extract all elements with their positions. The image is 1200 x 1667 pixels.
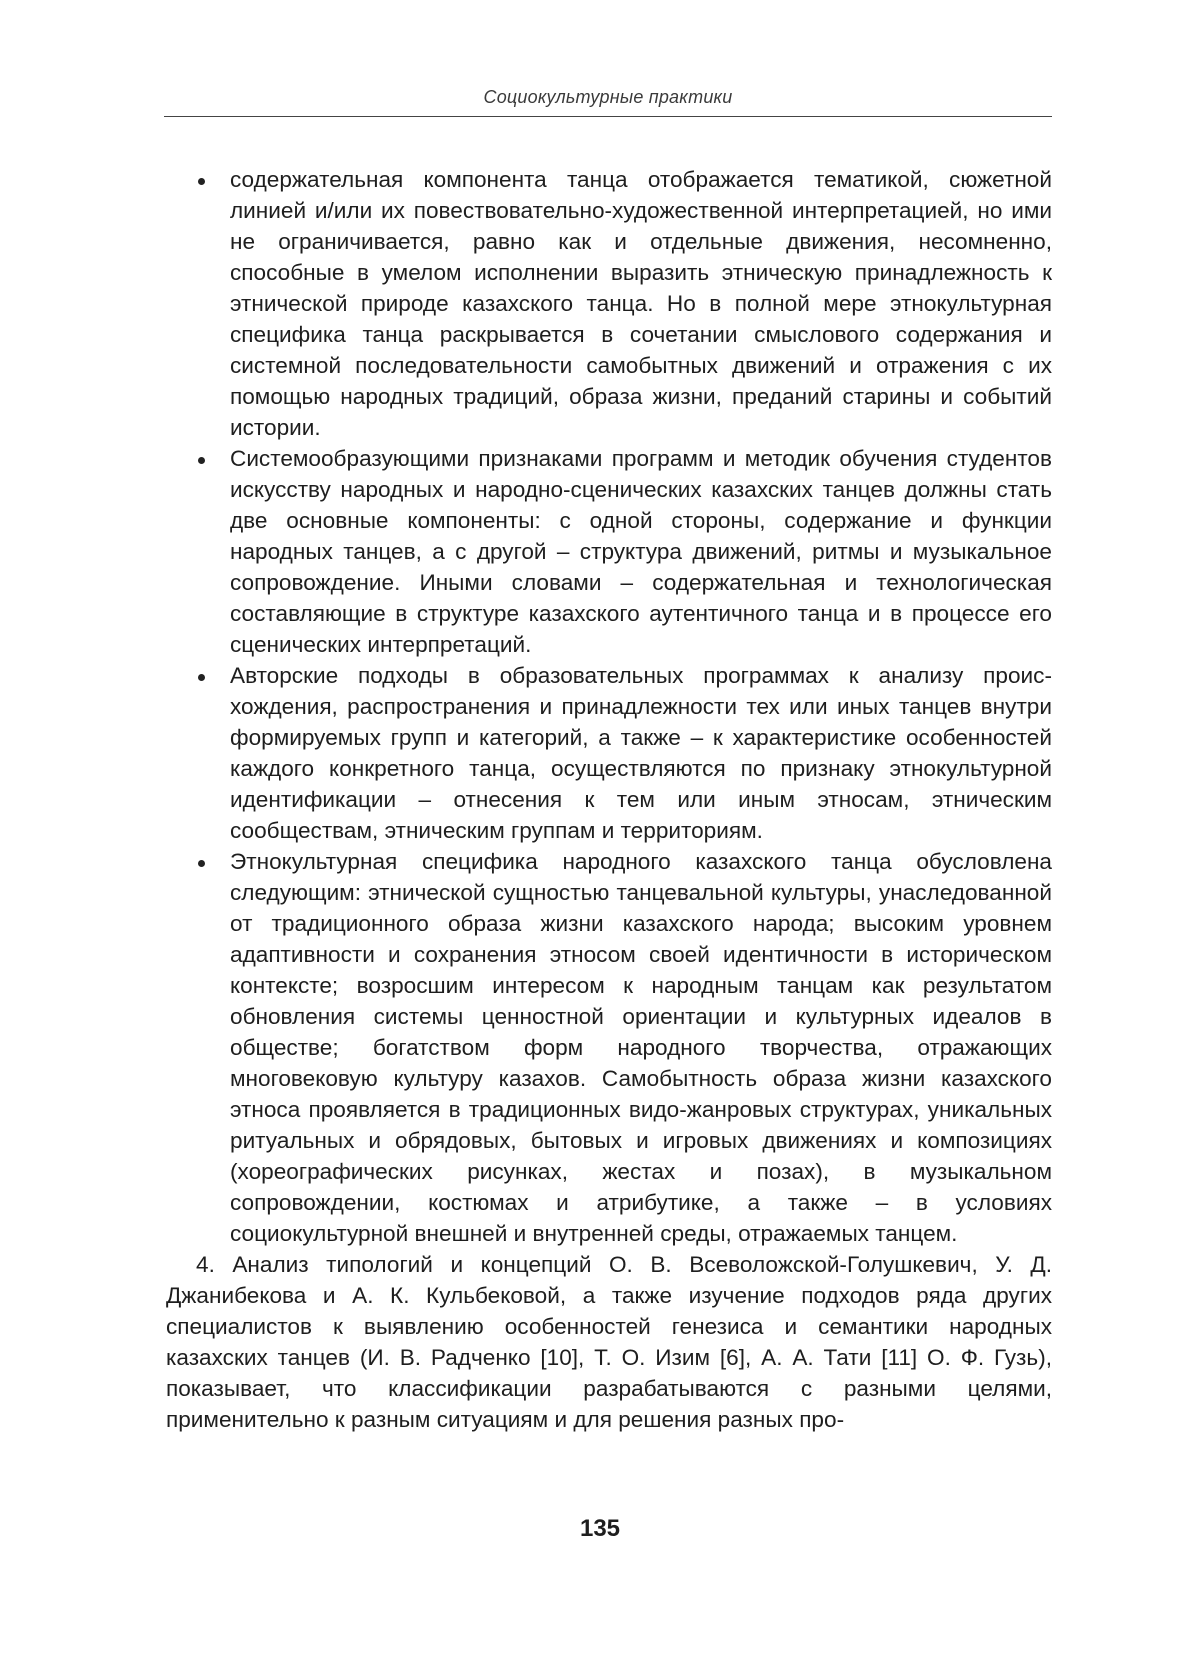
- bullet-text: Авторские подходы в образовательных программах к анализу происхождения, распространения и принадлежности тех или иных танцев внутри формируемых групп и категорий, а также – к характеристике особенностей каждого конкретного танца, осуществляются по признаку этнокультурной идентификации – отнесения к тем или иным этносам, этническим сообществам, этническим группам и территориям.: [230, 663, 1052, 843]
- bullet-text: содержательная компонента танца отображается тематикой, сюжетной линией и/или их повествовательно-художественной интерпретацией, но ими не ограничивается, равно как и отдельные движения, несомненно, способные в умелом исполнении выразить этническую принадлежность к этнической природе казахского танца. Но в полной мере этнокультурная специфика танца раскрывается в сочетании смыслового содержания и системной последовательности самобытных движений и отражения с их помощью народных традиций, образа жизни, преданий старины и событий истории.: [230, 167, 1052, 440]
- page-number: 135: [579, 1515, 621, 1542]
- bullet-list: [166, 164, 1052, 1249]
- body-paragraph: 4. Анализ типологий и концепций О. В. Всеволожской-Голушкевич, У. Д. Джанибекова и А. К. Кульбековой, а также изучение подходов ряда других специалистов к выявлению особенностей генезиса и семантики народных казахских танцев (И. В. Радченко [10], Т. О. Изим [6], А. А. Тати [11] О. Ф. Гузь), показывает, что классификации разрабатываются с разными целями, применительно к разным ситуациям и для решения разных про-: [166, 1252, 1052, 1432]
- header-rule: [164, 116, 1052, 117]
- running-header-title: Социокультурные практики: [483, 87, 733, 107]
- bullet-dot-icon: [198, 178, 205, 185]
- bullet-item: [166, 660, 1052, 846]
- bullet-dot-icon: [198, 860, 205, 867]
- bullet-item: [166, 443, 1052, 660]
- bullet-dot-icon: [198, 457, 205, 464]
- bullet-text: Этнокультурная специфика народного казахского танца обусловлена следующим: этнической сущностью танцевальной культуры, унаследованной от традиционного образа жизни казахского народа; высоким уровнем адаптивности и сохранения этносом своей идентичности в историческом контексте; возросшим интересом к народным танцам как результатом обновления системы ценностной ориентации и культурных идеалов в обществе; богатством форм народного творчества, отражающих многовековую культуру казахов. Самобытность образа жизни казахского этноса проявляется в традиционных видо-жанровых структурах, уникальных ритуальных и обрядовых, бытовых и игровых движениях и композициях (хореографических рисунках, жестах и позах), в музыкальном сопровождении, костюмах и атрибутике, а также – в условиях социокультурной внешней и внутренней среды, отражаемых танцем.: [230, 849, 1052, 1246]
- page-body: [166, 164, 1052, 1435]
- bullet-text: Системообразующими признаками программ и методик обучения студентов искусству народных и народно-сценических казахских танцев должны стать две основные компоненты: с одной стороны, содержание и функции народных танцев, а с другой – структура движений, ритмы и музыкальное сопровождение. Иными словами – содержательная и технологическая составляющие в структуре казахского аутентичного танца и в процессе его сценических интерпретаций.: [230, 446, 1052, 657]
- bullet-dot-icon: [198, 674, 205, 681]
- bullet-item: [166, 846, 1052, 1249]
- bullet-item: [166, 164, 1052, 443]
